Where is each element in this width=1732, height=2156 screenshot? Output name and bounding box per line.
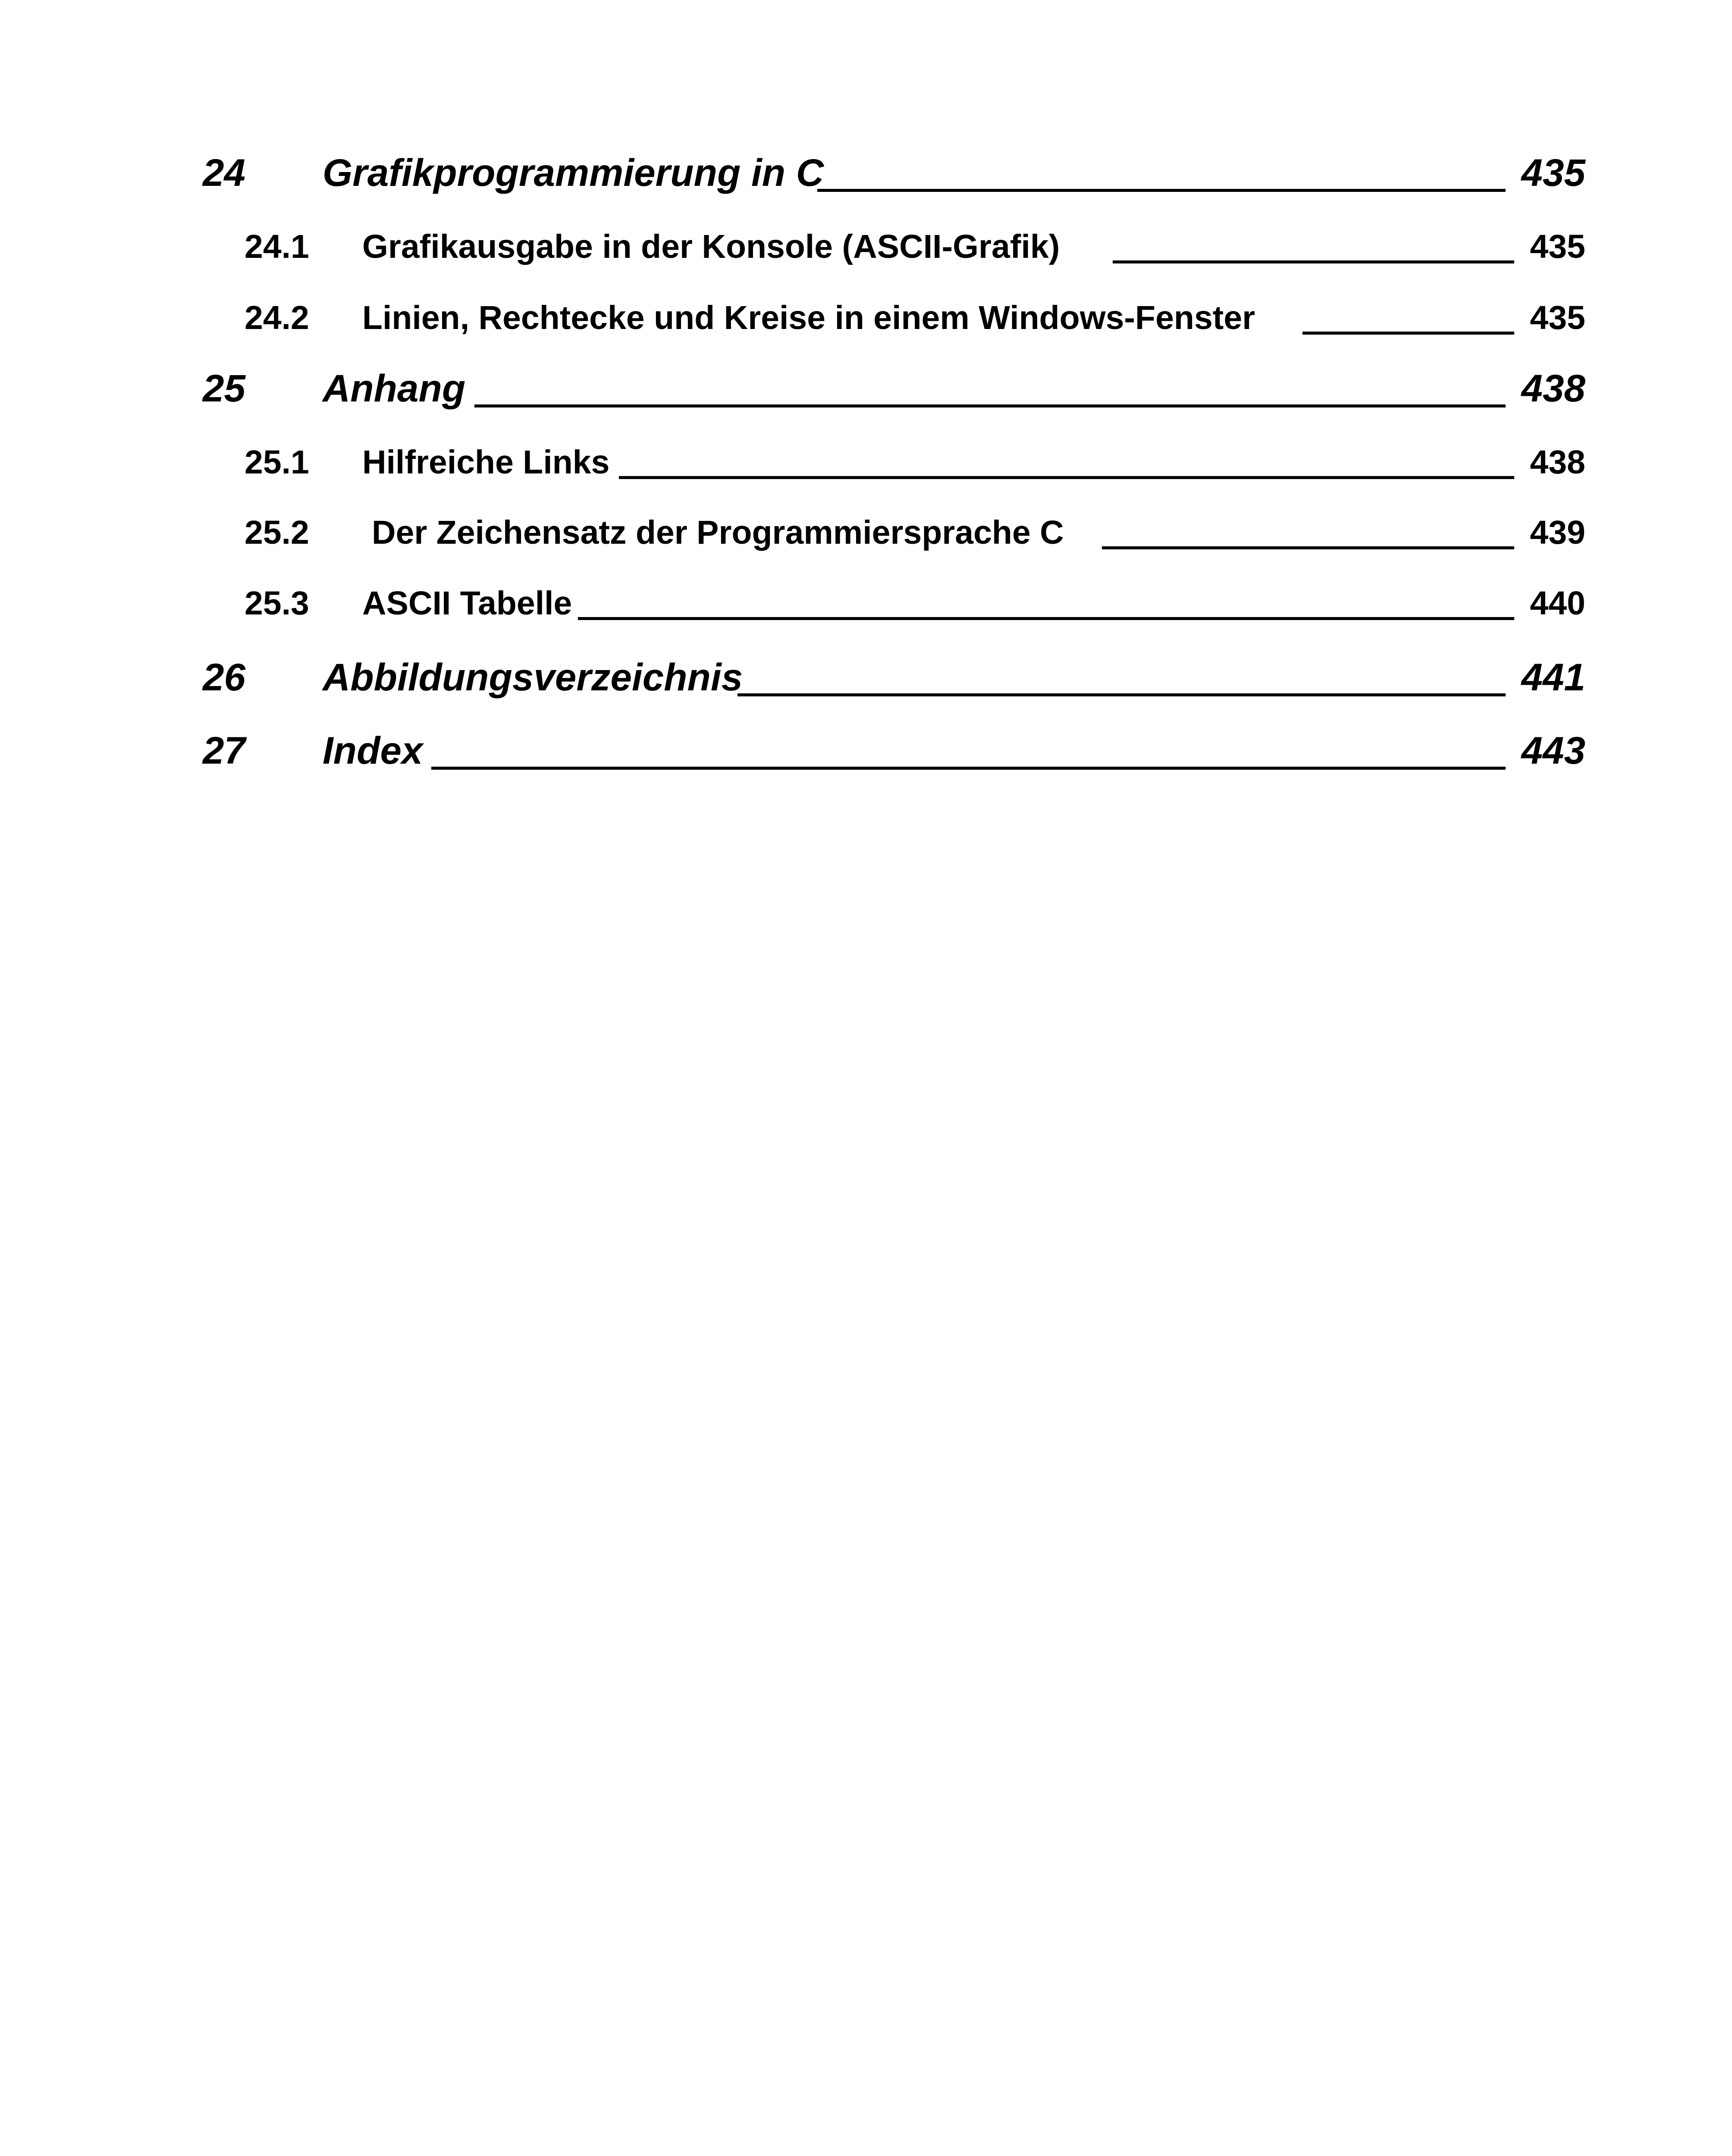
toc-entry-page: 438 — [1521, 367, 1585, 410]
toc-leader-line — [1113, 260, 1514, 263]
toc-entry-number: 25.2 — [245, 514, 309, 551]
toc-entry-page: 443 — [1521, 729, 1585, 772]
toc-entry-title: Grafikprogrammierung in C — [323, 151, 824, 194]
toc-entry-chapter-24[interactable] — [0, 144, 1732, 192]
toc-entry-title: Linien, Rechtecke und Kreise in einem Windows-Fenster — [362, 299, 1255, 336]
toc-entry-number: 25.1 — [245, 444, 309, 481]
toc-leader-line — [431, 767, 1506, 770]
toc-entry-number: 24 — [203, 151, 245, 194]
toc-leader-line — [578, 617, 1514, 620]
toc-entry-section-25-1[interactable] — [0, 438, 1732, 479]
toc-entry-section-24-1[interactable] — [0, 222, 1732, 263]
toc-entry-number: 26 — [203, 655, 245, 699]
toc-entry-page: 435 — [1521, 151, 1585, 194]
toc-entry-chapter-26[interactable] — [0, 649, 1732, 699]
toc-entry-page: 438 — [1530, 444, 1585, 481]
toc-leader-line — [1302, 332, 1514, 335]
toc-entry-page: 435 — [1530, 228, 1585, 265]
toc-entry-section-25-2[interactable] — [0, 508, 1732, 549]
toc-entry-title: Der Zeichensatz der Programmiersprache C — [372, 514, 1064, 551]
toc-entry-page: 435 — [1530, 299, 1585, 336]
toc-entry-title: Abbildungsverzeichnis — [323, 655, 743, 699]
toc-entry-chapter-25[interactable] — [0, 360, 1732, 410]
toc-entry-section-24-2[interactable] — [0, 293, 1732, 335]
toc-entry-page: 440 — [1530, 585, 1585, 622]
toc-entry-number: 24.1 — [245, 228, 309, 265]
toc-entry-number: 27 — [203, 729, 245, 772]
toc-entry-number: 24.2 — [245, 299, 309, 336]
toc-entry-chapter-27[interactable] — [0, 722, 1732, 770]
toc-leader-line — [474, 404, 1506, 407]
toc-leader-line — [619, 476, 1514, 479]
toc-entry-page: 439 — [1530, 514, 1585, 551]
toc-entry-number: 25.3 — [245, 585, 309, 622]
toc-entry-title: ASCII Tabelle — [362, 585, 572, 622]
toc-entry-title: Index — [323, 729, 423, 772]
toc-entry-title: Grafikausgabe in der Konsole (ASCII-Grafik) — [362, 228, 1060, 265]
toc-entry-page: 441 — [1521, 655, 1585, 699]
toc-entry-number: 25 — [203, 367, 245, 410]
toc-leader-line — [1102, 546, 1514, 549]
toc-leader-line — [817, 189, 1506, 192]
toc-entry-section-25-3[interactable] — [0, 579, 1732, 620]
toc-entry-title: Hilfreiche Links — [362, 444, 610, 481]
toc-leader-line — [737, 693, 1506, 696]
toc-entry-title: Anhang — [323, 367, 466, 410]
